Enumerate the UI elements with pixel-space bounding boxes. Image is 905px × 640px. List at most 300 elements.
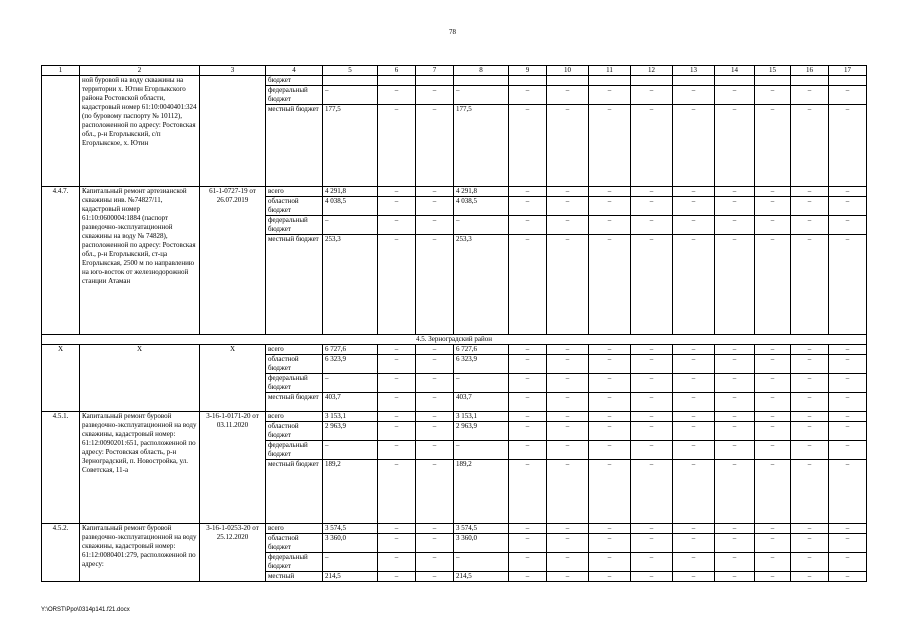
file-path-footer: Y:\ORST\Ppo\0314p141.f21.docx bbox=[41, 607, 130, 613]
value-col5: 189,2 bbox=[323, 460, 378, 524]
value-col15: – bbox=[755, 534, 791, 553]
value-col12: – bbox=[631, 235, 673, 335]
value-col7: – bbox=[416, 460, 454, 524]
value-col12 bbox=[631, 76, 673, 86]
value-col10: – bbox=[547, 534, 589, 553]
value-col9: – bbox=[509, 187, 547, 197]
value-col5: – bbox=[323, 86, 378, 105]
value-col10: – bbox=[547, 441, 589, 460]
value-col12: – bbox=[631, 422, 673, 441]
value-col7: – bbox=[416, 393, 454, 412]
value-col5 bbox=[323, 76, 378, 86]
value-col17: – bbox=[829, 441, 867, 460]
value-col6: – bbox=[378, 393, 416, 412]
funding-source: областной бюджет bbox=[266, 422, 323, 441]
value-col15: – bbox=[755, 197, 791, 216]
value-col14: – bbox=[715, 553, 755, 572]
value-col5: 253,3 bbox=[323, 235, 378, 335]
value-col13: – bbox=[673, 197, 715, 216]
value-col11: – bbox=[589, 345, 631, 355]
value-col12: – bbox=[631, 534, 673, 553]
value-col8: 4 038,5 bbox=[454, 197, 509, 216]
funding-source: областной бюджет bbox=[266, 197, 323, 216]
value-col15: – bbox=[755, 524, 791, 534]
value-col6: – bbox=[378, 355, 416, 374]
value-col17: – bbox=[829, 345, 867, 355]
header-cell: 2 bbox=[80, 66, 200, 76]
value-col7: – bbox=[416, 534, 454, 553]
value-col7: – bbox=[416, 235, 454, 335]
value-col6: – bbox=[378, 235, 416, 335]
value-col9: – bbox=[509, 197, 547, 216]
value-col6: – bbox=[378, 553, 416, 572]
value-col7: – bbox=[416, 355, 454, 374]
value-col9: – bbox=[509, 524, 547, 534]
value-col14: – bbox=[715, 524, 755, 534]
value-col13: – bbox=[673, 534, 715, 553]
value-col17: – bbox=[829, 393, 867, 412]
value-col16: – bbox=[791, 197, 829, 216]
table-row bbox=[42, 524, 867, 534]
value-col11: – bbox=[589, 572, 631, 582]
value-col8: 3 574,5 bbox=[454, 524, 509, 534]
value-col8: – bbox=[454, 374, 509, 393]
value-col14: – bbox=[715, 345, 755, 355]
value-col17: – bbox=[829, 460, 867, 524]
value-col6: – bbox=[378, 187, 416, 197]
value-col12: – bbox=[631, 412, 673, 422]
value-col5: – bbox=[323, 441, 378, 460]
section-title: 4.5. Зерноградский район bbox=[42, 335, 867, 345]
value-col13: – bbox=[673, 441, 715, 460]
value-col9: – bbox=[509, 412, 547, 422]
value-col10: – bbox=[547, 393, 589, 412]
value-col15: – bbox=[755, 553, 791, 572]
value-col16: – bbox=[791, 524, 829, 534]
value-col9: – bbox=[509, 393, 547, 412]
value-col17: – bbox=[829, 235, 867, 335]
value-col9: – bbox=[509, 534, 547, 553]
value-col8: 4 291,8 bbox=[454, 187, 509, 197]
value-col13: – bbox=[673, 345, 715, 355]
object-description: Капитальный ремонт буровой разведочно-эксплуатационной на воду скважины, кадастровый номер: 61:12:0080401:279, расположенной по адресу: bbox=[80, 524, 200, 582]
value-col17: – bbox=[829, 187, 867, 197]
value-col17: – bbox=[829, 86, 867, 105]
value-col9: – bbox=[509, 553, 547, 572]
funding-source: федеральный бюджет bbox=[266, 374, 323, 393]
value-col15: – bbox=[755, 393, 791, 412]
value-col8: 403,7 bbox=[454, 393, 509, 412]
value-col14: – bbox=[715, 105, 755, 187]
value-col13: – bbox=[673, 460, 715, 524]
value-col14 bbox=[715, 76, 755, 86]
value-col11: – bbox=[589, 393, 631, 412]
header-cell: 14 bbox=[715, 66, 755, 76]
value-col13 bbox=[673, 76, 715, 86]
value-col11: – bbox=[589, 216, 631, 235]
value-col5: 4 291,8 bbox=[323, 187, 378, 197]
value-col17: – bbox=[829, 553, 867, 572]
value-col14: – bbox=[715, 441, 755, 460]
value-col5: 3 153,1 bbox=[323, 412, 378, 422]
value-col12: – bbox=[631, 216, 673, 235]
value-col15: – bbox=[755, 412, 791, 422]
value-col17: – bbox=[829, 216, 867, 235]
value-col13: – bbox=[673, 216, 715, 235]
value-col8: 253,3 bbox=[454, 235, 509, 335]
header-cell: 13 bbox=[673, 66, 715, 76]
value-col10: – bbox=[547, 572, 589, 582]
value-col15: – bbox=[755, 441, 791, 460]
value-col9 bbox=[509, 76, 547, 86]
value-col13: – bbox=[673, 412, 715, 422]
funding-source: всего bbox=[266, 412, 323, 422]
value-col16: – bbox=[791, 187, 829, 197]
value-col9: – bbox=[509, 86, 547, 105]
value-col17 bbox=[829, 76, 867, 86]
value-col11: – bbox=[589, 422, 631, 441]
funding-source: областной бюджет bbox=[266, 355, 323, 374]
value-col5: 4 038,5 bbox=[323, 197, 378, 216]
value-col13: – bbox=[673, 187, 715, 197]
value-col15: – bbox=[755, 355, 791, 374]
value-col9: – bbox=[509, 374, 547, 393]
funding-source: всего bbox=[266, 345, 323, 355]
value-col8: 2 963,9 bbox=[454, 422, 509, 441]
section-row bbox=[42, 335, 867, 345]
value-col10: – bbox=[547, 345, 589, 355]
value-col14: – bbox=[715, 534, 755, 553]
value-col8: 189,2 bbox=[454, 460, 509, 524]
header-cell: 12 bbox=[631, 66, 673, 76]
funding-source: местный бюджет bbox=[266, 460, 323, 524]
value-col5: – bbox=[323, 374, 378, 393]
value-col13: – bbox=[673, 235, 715, 335]
header-cell: 11 bbox=[589, 66, 631, 76]
funding-source: всего bbox=[266, 187, 323, 197]
value-col10: – bbox=[547, 235, 589, 335]
expertise-code: 61-1-0727-19 от 26.07.2019 bbox=[200, 187, 266, 335]
object-description: ной буровой на воду скважины на территории х. Ютин Егорлыкского района Ростовской области, кадастровый номер 61:10:0040401:324 (по буровому паспорту № 10112), расположенной по адресу: Ростовская обл., р-н Егорлыкский, с/п Егорлыкское, х. Ютин bbox=[80, 76, 200, 187]
value-col11: – bbox=[589, 187, 631, 197]
value-col7: – bbox=[416, 105, 454, 187]
value-col12: – bbox=[631, 355, 673, 374]
value-col9: – bbox=[509, 441, 547, 460]
value-col12: – bbox=[631, 524, 673, 534]
expertise-code: 3-16-1-0171-20 от 03.11.2020 bbox=[200, 412, 266, 524]
value-col11: – bbox=[589, 374, 631, 393]
value-col16: – bbox=[791, 86, 829, 105]
value-col7: – bbox=[416, 553, 454, 572]
value-col14: – bbox=[715, 187, 755, 197]
value-col16: – bbox=[791, 235, 829, 335]
value-col7: – bbox=[416, 412, 454, 422]
value-col16: – bbox=[791, 441, 829, 460]
funding-source: местный бюджет bbox=[266, 105, 323, 187]
header-cell: 6 bbox=[378, 66, 416, 76]
funding-source: федеральный бюджет bbox=[266, 441, 323, 460]
value-col10: – bbox=[547, 412, 589, 422]
value-col5: 3 574,5 bbox=[323, 524, 378, 534]
funding-source: всего bbox=[266, 524, 323, 534]
value-col15: – bbox=[755, 235, 791, 335]
header-cell: 4 bbox=[266, 66, 323, 76]
row-number: X bbox=[42, 345, 80, 412]
value-col16: – bbox=[791, 355, 829, 374]
value-col8: – bbox=[454, 216, 509, 235]
value-col9: – bbox=[509, 355, 547, 374]
funding-source: федеральный бюджет bbox=[266, 553, 323, 572]
value-col11: – bbox=[589, 412, 631, 422]
value-col9: – bbox=[509, 105, 547, 187]
value-col16: – bbox=[791, 534, 829, 553]
value-col7: – bbox=[416, 422, 454, 441]
funding-source: местный бюджет bbox=[266, 235, 323, 335]
value-col15: – bbox=[755, 572, 791, 582]
table-row bbox=[42, 345, 867, 355]
funding-source: федеральный бюджет bbox=[266, 216, 323, 235]
value-col8 bbox=[454, 76, 509, 86]
value-col9: – bbox=[509, 572, 547, 582]
value-col14: – bbox=[715, 460, 755, 524]
value-col12: – bbox=[631, 345, 673, 355]
row-number bbox=[42, 76, 80, 187]
value-col14: – bbox=[715, 197, 755, 216]
object-description: Капитальный ремонт буровой разведочно-эксплуатационной на воду скважины, кадастровый номер: 61:12:0090201:651, расположенной по адресу: Ростовская область, р-н Зерноградский, п. Новостройка, ул. Советская, 11-а bbox=[80, 412, 200, 524]
value-col17: – bbox=[829, 355, 867, 374]
value-col13: – bbox=[673, 105, 715, 187]
value-col7: – bbox=[416, 187, 454, 197]
value-col10: – bbox=[547, 422, 589, 441]
value-col17: – bbox=[829, 197, 867, 216]
value-col11: – bbox=[589, 355, 631, 374]
value-col10: – bbox=[547, 197, 589, 216]
value-col9: – bbox=[509, 345, 547, 355]
value-col6: – bbox=[378, 412, 416, 422]
value-col11: – bbox=[589, 86, 631, 105]
value-col13: – bbox=[673, 553, 715, 572]
header-cell: 1 bbox=[42, 66, 80, 76]
value-col12: – bbox=[631, 86, 673, 105]
value-col11: – bbox=[589, 441, 631, 460]
value-col16: – bbox=[791, 345, 829, 355]
value-col15: – bbox=[755, 216, 791, 235]
value-col8: 3 153,1 bbox=[454, 412, 509, 422]
value-col17: – bbox=[829, 422, 867, 441]
value-col5: 3 360,0 bbox=[323, 534, 378, 553]
value-col11: – bbox=[589, 460, 631, 524]
value-col16: – bbox=[791, 412, 829, 422]
value-col11 bbox=[589, 76, 631, 86]
value-col17: – bbox=[829, 572, 867, 582]
value-col8: – bbox=[454, 86, 509, 105]
value-col14: – bbox=[715, 355, 755, 374]
funding-source: федеральный бюджет bbox=[266, 86, 323, 105]
table-row bbox=[42, 76, 867, 86]
value-col17: – bbox=[829, 534, 867, 553]
expertise-code bbox=[200, 76, 266, 187]
value-col15: – bbox=[755, 374, 791, 393]
value-col11: – bbox=[589, 553, 631, 572]
funding-source: местный bbox=[266, 572, 323, 582]
header-cell: 3 bbox=[200, 66, 266, 76]
funding-source: бюджет bbox=[266, 76, 323, 86]
value-col10 bbox=[547, 76, 589, 86]
budget-table bbox=[41, 65, 867, 582]
value-col16: – bbox=[791, 572, 829, 582]
value-col6: – bbox=[378, 197, 416, 216]
header-cell: 17 bbox=[829, 66, 867, 76]
value-col7: – bbox=[416, 197, 454, 216]
header-cell: 7 bbox=[416, 66, 454, 76]
value-col16: – bbox=[791, 553, 829, 572]
value-col7: – bbox=[416, 374, 454, 393]
value-col6: – bbox=[378, 441, 416, 460]
value-col10: – bbox=[547, 86, 589, 105]
value-col5: 2 963,9 bbox=[323, 422, 378, 441]
value-col9: – bbox=[509, 460, 547, 524]
value-col11: – bbox=[589, 534, 631, 553]
header-cell: 9 bbox=[509, 66, 547, 76]
value-col11: – bbox=[589, 105, 631, 187]
expertise-code: 3-16-1-0253-20 от 25.12.2020 bbox=[200, 524, 266, 582]
value-col10: – bbox=[547, 460, 589, 524]
header-cell: 5 bbox=[323, 66, 378, 76]
value-col8: 6 323,9 bbox=[454, 355, 509, 374]
value-col6: – bbox=[378, 524, 416, 534]
table-row bbox=[42, 412, 867, 422]
value-col17: – bbox=[829, 524, 867, 534]
value-col5: 6 323,9 bbox=[323, 355, 378, 374]
value-col13: – bbox=[673, 374, 715, 393]
value-col6: – bbox=[378, 105, 416, 187]
value-col5: – bbox=[323, 216, 378, 235]
value-col12: – bbox=[631, 393, 673, 412]
value-col13: – bbox=[673, 86, 715, 105]
value-col12: – bbox=[631, 572, 673, 582]
funding-source: областной бюджет bbox=[266, 534, 323, 553]
row-number: 4.5.1. bbox=[42, 412, 80, 524]
value-col17: – bbox=[829, 105, 867, 187]
value-col8: 3 360,0 bbox=[454, 534, 509, 553]
value-col13: – bbox=[673, 422, 715, 441]
value-col6: – bbox=[378, 534, 416, 553]
value-col16: – bbox=[791, 216, 829, 235]
page-number: 78 bbox=[449, 28, 456, 36]
header-cell: 15 bbox=[755, 66, 791, 76]
value-col15: – bbox=[755, 345, 791, 355]
value-col10: – bbox=[547, 553, 589, 572]
header-cell: 10 bbox=[547, 66, 589, 76]
value-col17: – bbox=[829, 374, 867, 393]
value-col8: – bbox=[454, 441, 509, 460]
value-col10: – bbox=[547, 105, 589, 187]
value-col15: – bbox=[755, 422, 791, 441]
value-col8: 214,5 bbox=[454, 572, 509, 582]
value-col5: – bbox=[323, 553, 378, 572]
object-description: X bbox=[80, 345, 200, 412]
value-col7: – bbox=[416, 86, 454, 105]
value-col12: – bbox=[631, 553, 673, 572]
value-col9: – bbox=[509, 422, 547, 441]
value-col15: – bbox=[755, 105, 791, 187]
value-col6: – bbox=[378, 86, 416, 105]
funding-source: местный бюджет bbox=[266, 393, 323, 412]
value-col7: – bbox=[416, 524, 454, 534]
value-col7: – bbox=[416, 345, 454, 355]
value-col7 bbox=[416, 76, 454, 86]
value-col14: – bbox=[715, 412, 755, 422]
value-col6: – bbox=[378, 460, 416, 524]
expertise-code: X bbox=[200, 345, 266, 412]
table-row bbox=[42, 187, 867, 197]
header-row bbox=[42, 66, 867, 76]
value-col16: – bbox=[791, 460, 829, 524]
value-col14: – bbox=[715, 216, 755, 235]
value-col13: – bbox=[673, 355, 715, 374]
value-col16: – bbox=[791, 422, 829, 441]
value-col5: 403,7 bbox=[323, 393, 378, 412]
value-col6: – bbox=[378, 374, 416, 393]
value-col11: – bbox=[589, 197, 631, 216]
value-col7: – bbox=[416, 572, 454, 582]
value-col13: – bbox=[673, 393, 715, 412]
value-col16 bbox=[791, 76, 829, 86]
value-col11: – bbox=[589, 235, 631, 335]
value-col6: – bbox=[378, 572, 416, 582]
value-col8: – bbox=[454, 553, 509, 572]
value-col14: – bbox=[715, 422, 755, 441]
value-col10: – bbox=[547, 187, 589, 197]
value-col16: – bbox=[791, 393, 829, 412]
value-col13: – bbox=[673, 572, 715, 582]
value-col16: – bbox=[791, 374, 829, 393]
value-col15: – bbox=[755, 86, 791, 105]
value-col7: – bbox=[416, 216, 454, 235]
value-col15: – bbox=[755, 460, 791, 524]
value-col6 bbox=[378, 76, 416, 86]
value-col14: – bbox=[715, 393, 755, 412]
value-col5: 6 727,6 bbox=[323, 345, 378, 355]
value-col6: – bbox=[378, 422, 416, 441]
value-col10: – bbox=[547, 355, 589, 374]
value-col9: – bbox=[509, 235, 547, 335]
value-col6: – bbox=[378, 345, 416, 355]
value-col14: – bbox=[715, 572, 755, 582]
value-col15 bbox=[755, 76, 791, 86]
value-col12: – bbox=[631, 460, 673, 524]
value-col14: – bbox=[715, 374, 755, 393]
value-col9: – bbox=[509, 216, 547, 235]
value-col12: – bbox=[631, 187, 673, 197]
row-number: 4.5.2. bbox=[42, 524, 80, 582]
value-col14: – bbox=[715, 86, 755, 105]
value-col5: 214,5 bbox=[323, 572, 378, 582]
value-col14: – bbox=[715, 235, 755, 335]
value-col11: – bbox=[589, 524, 631, 534]
value-col8: 177,5 bbox=[454, 105, 509, 187]
value-col7: – bbox=[416, 441, 454, 460]
object-description: Капитальный ремонт артезианской скважины инв. №74827/11, кадастровый номер 61:10:0600004:1884 (паспорт разведочно-эксплуатационной скважины на воду № 74828), расположенной по адресу: Ростовская обл., р-н Егорлыкский, ст-ца Егорлыкская, 2500 м по направлению на юго-восток от железнодорожной станции Атаман bbox=[80, 187, 200, 335]
value-col12: – bbox=[631, 197, 673, 216]
header-cell: 8 bbox=[454, 66, 509, 76]
value-col13: – bbox=[673, 524, 715, 534]
row-number: 4.4.7. bbox=[42, 187, 80, 335]
value-col6: – bbox=[378, 216, 416, 235]
header-cell: 16 bbox=[791, 66, 829, 76]
value-col5: 177,5 bbox=[323, 105, 378, 187]
value-col12: – bbox=[631, 441, 673, 460]
